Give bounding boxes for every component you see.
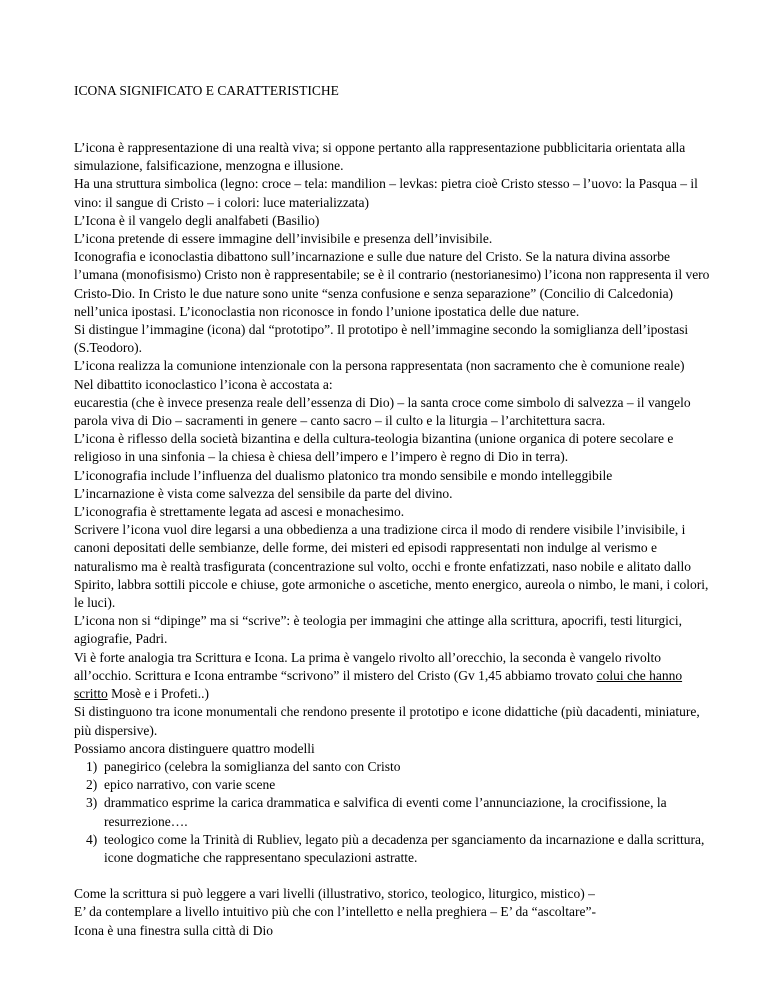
scripture-text-before: Vi è forte analogia tra Scrittura e Icona. La prima è vangelo rivolto all’orecchio, la seconda è vangelo rivolto all’occhio. Scrittura e Icona entrambe “scrivono” il mistero del Cristo (Gv 1,45 abbiamo trovato [74,649,661,683]
scripture-underlined-phrase: colui che hanno scritto [74,667,683,702]
paragraph: Ha una struttura simbolica (legno: croce – tela: mandilion – levkas: pietra cioè Cristo stesso – l’uovo: la Pasqua – il vino: il sangue di Cristo – i colori: luce materializzata) [74,176,698,210]
list-number: 1) [86,758,98,774]
paragraph: L’icona realizza la comunione intenzionale con la persona rappresentata (non sacramento che è comunione reale) [74,358,685,374]
paragraph: L’icona è rappresentazione di una realtà viva; si oppone pertanto alla rappresentazione pubblicitaria orientata alla simulazione, falsificazione, menzogna e illusione. [74,140,686,174]
list-number: 4) [86,831,98,847]
models-intro: Possiamo ancora distinguere quattro modelli [74,740,315,756]
paragraph: Si distinguono tra icone monumentali che rendono presente il prototipo e icone didattiche (più dacadenti, miniature, più dispersive). [74,704,700,738]
models-list [74,758,714,867]
list-item-text: teologico come la Trinità di Rubliev, legato più a decadenza per sganciamento da incarnazione e dalla scrittura, icone dogmatiche che rappresentano speculazioni astratte. [104,831,705,865]
document-body [74,139,714,940]
list-item-text: panegirico (celebra la somiglianza del santo con Cristo [104,758,401,774]
paragraph: L’iconografia include l’influenza del dualismo platonico tra mondo sensibile e mondo intelleggibile [74,467,613,483]
list-item [74,831,714,867]
list-item [74,794,714,830]
paragraph: Iconografia e iconoclastia dibattono sull’incarnazione e sulle due nature del Cristo. Se la natura divina assorbe l’umana (monofisismo) Cristo non è rappresentabile; se è il contrario (nestorianesimo) l’icona non rappresenta il vero Cristo-Dio. In Cristo le due nature sono unite “senza confusione e senza separazione” (Concilio di Calcedonia) nell’unica ipostasi. L’iconoclastia non riconosce in fondo l’unione ipostatica delle due nature. [74,249,710,319]
list-item [74,758,714,776]
paragraph: L’icona non si “dipinge” ma si “scrive”: è teologia per immagini che attinge alla scrittura, apocrifi, testi liturgici, agiografie, Padri. [74,613,683,647]
list-number: 3) [86,795,98,811]
list-number: 2) [86,777,98,793]
scripture-paragraph [74,649,714,704]
paragraph: Si distingue l’immagine (icona) dal “prototipo”. Il prototipo è nell’immagine secondo la somiglianza dell’ipostasi (S.Teodoro). [74,322,689,356]
closing-line: Come la scrittura si può leggere a vari livelli (illustrativo, storico, teologico, liturgico, mistico) – [74,886,595,902]
list-item-text: drammatico esprime la carica drammatica e salvifica di eventi come l’annunciazione, la crocifissione, la resurrezione…. [104,795,667,829]
paragraph: L’iconografia è strettamente legata ad ascesi e monachesimo. [74,504,405,520]
paragraph: L’icona pretende di essere immagine dell’invisibile e presenza dell’invisibile. [74,231,493,247]
paragraph: eucarestia (che è invece presenza reale dell’essenza di Dio) – la santa croce come simbolo di salvezza – il vangelo parola viva di Dio – sacramenti in genere – canto sacro – il culto e la liturgia – l’architettura sacra. [74,394,691,429]
list-item-text: epico narrativo, con varie scene [104,777,276,793]
paragraph: Nel dibattito iconoclastico l’icona è accostata a: [74,376,333,392]
paragraph: L’incarnazione è vista come salvezza del sensibile da parte del divino. [74,485,453,501]
list-item [74,776,714,794]
paragraph: Scrivere l’icona vuol dire legarsi a una obbedienza a una tradizione circa il modo di rendere visibile l’invisibile, i canoni depositati delle sembianze, delle forme, dei misteri ed episodi rappresentati non indulge al verismo e naturalismo ma è realtà trasfigurata (concentrazione sul volto, occhi e fronte enfatizzati, naso nobile e alitato dallo Spirito, labbra sottili piccole e chiuse, gote armoniche o ascetiche, mento energico, aureola o nimbo, le mani, i colori, le luci). [74,522,709,611]
document-page [74,82,714,940]
scripture-text-after: Mosè e i Profeti..) [107,686,209,702]
paragraph: L’icona è riflesso della società bizantina e della cultura-teologia bizantina (unione organica di potere secolare e religioso in una sinfonia – la chiesa è chiesa dell’impero e l’impero è regno di Dio in terra). [74,431,674,465]
document-title: ICONA SIGNIFICATO E CARATTERISTICHE [74,83,339,98]
closing-line: E’ da contemplare a livello intuitivo più che con l’intelletto e nella preghiera – E’ da “ascoltare”- [74,904,597,920]
closing-line: Icona è una finestra sulla città di Dio [74,922,274,938]
paragraph: L’Icona è il vangelo degli analfabeti (Basilio) [74,212,320,228]
